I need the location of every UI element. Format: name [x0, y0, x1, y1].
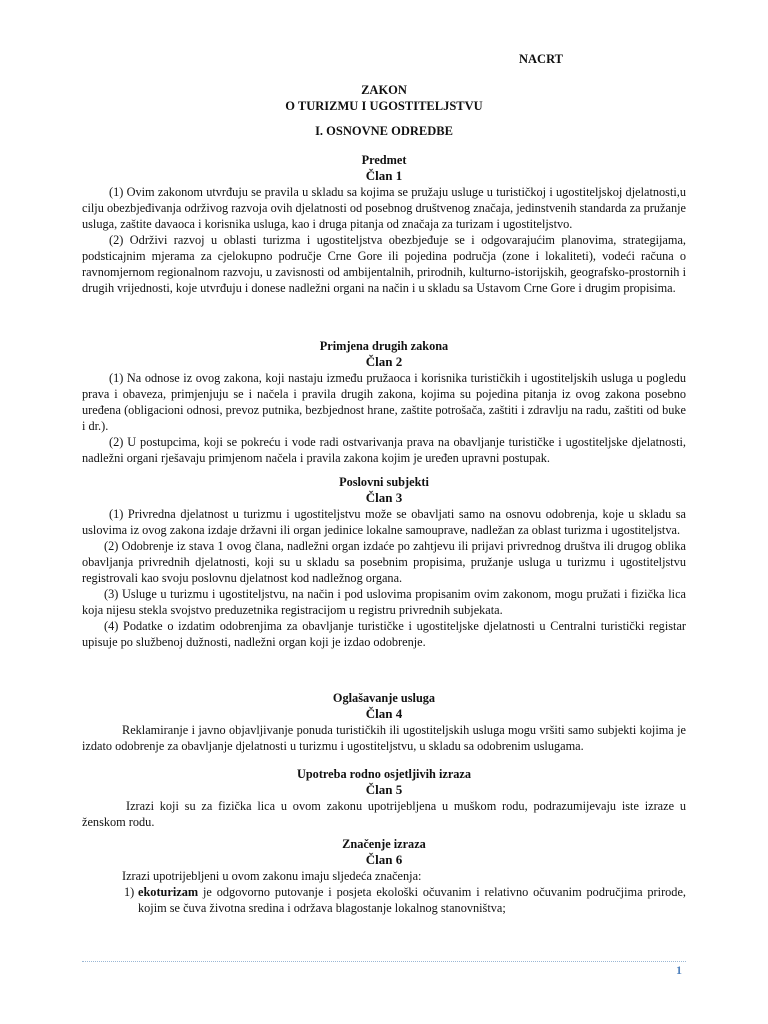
page-number: 1: [676, 963, 682, 977]
list-term: ekoturizam: [138, 885, 199, 899]
section-heading: Značenje izraza: [342, 837, 426, 851]
paragraph: (1) Ovim zakonom utvrđuju se pravila u skladu sa kojima se pružaju usluge u turističkoj i ugostiteljskoj djelatnosti,u cilju obezbjeđivanja održivog razvoja ovih djelatnosti od posebnog društvenog značaja, jedinstvenih standarda za pružanje usluga, zaštite davaoca i korisnika usluga, kao i druga pitanja od značaja za turizam i ugostiteljstvo.: [82, 185, 686, 231]
paragraph: (3) Usluge u turizmu i ugostiteljstvu, na način i pod uslovima propisanim ovim zakonom, mogu pružati i fizička lica koja nijesu stekla svojstvo preduzetnika registracijom u registru privrednih subjekata.: [82, 587, 686, 617]
paragraph: Izrazi upotrijebljeni u ovom zakonu imaju sljedeća značenja:: [122, 869, 422, 883]
paragraph: Izrazi koji su za fizička lica u ovom zakonu upotrijebljena u muškom rodu, podrazumijevaju iste izraze u ženskom rodu.: [82, 799, 686, 829]
chapter-title: I. OSNOVNE ODREDBE: [315, 124, 453, 138]
draft-label: NACRT: [519, 52, 564, 66]
list-item: [82, 884, 686, 916]
paragraph: (2) Održivi razvoj u oblasti turizma i ugostiteljstva obezbjeđuje se i odgovarajućim planovima, strategijama, podsticajnim mjerama za cjelokupno područje Crne Gore ili pojedina područja (zone i lokaliteti), vodeći računa o ravnomjernom regionalnom razvoju, u zavisnosti od ambijentalnih, prirodnih, kulturno-istorijskih, geografsko-prostornih i drugih vrijednosti, koje utvrđuju i donese nadležni organi na način i u skladu sa Ustavom Crne Gore i drugim propisima.: [82, 233, 686, 295]
section-heading: Upotreba rodno osjetljivih izraza: [296, 767, 472, 781]
law-title-line2: O TURIZMU I UGOSTITELJSTVU: [285, 99, 483, 113]
paragraph: (4) Podatke o izdatim odobrenjima za obavljanje turističke i ugostiteljske djelatnosti u Centralni turistički registar upisuje po službenoj dužnosti, nadležni organ koji je izdao odobrenje.: [82, 619, 686, 649]
article-number: Član 6: [365, 852, 403, 867]
list-text: je odgovorno putovanje i posjeta ekološki očuvanim i relativno očuvanim područjima prirode, kojim se čuva životna sredina i održava blagostanje lokalnog stanovništva;: [138, 885, 686, 915]
footer-divider: [82, 961, 686, 962]
paragraph: (2) U postupcima, koji se pokreću i vode radi ostvarivanja prava na obavljanje turističke i ugostiteljske djelatnosti, nadležni organi rješavaju primjenom načela i pravila zakona kojim je uređen upravni postupak.: [82, 435, 686, 465]
section-predmet: [82, 152, 686, 296]
section-heading: Predmet: [361, 153, 407, 167]
article-number: Član 5: [365, 782, 403, 797]
section-rodno-osjetljivi: [82, 766, 686, 830]
article-number: Član 1: [365, 168, 403, 183]
section-oglasavanje: [82, 690, 686, 754]
section-heading: Poslovni subjekti: [339, 475, 429, 489]
section-primjena: [82, 338, 686, 466]
section-poslovni-subjekti: [82, 474, 686, 650]
law-title-line1: ZAKON: [361, 83, 407, 97]
paragraph: Reklamiranje i javno objavljivanje ponuda turističkih ili ugostiteljskih usluga mogu vršiti samo subjekti kojima je izdato odobrenje za obavljanje djelatnosti u turizmu i ugostiteljstvu, u skladu sa odobrenim uslugama.: [82, 723, 686, 753]
article-number: Član 4: [365, 706, 403, 721]
paragraph: (1) Privredna djelatnost u turizmu i ugostiteljstvu može se obavljati samo na osnovu odobrenja, koje u skladu sa uslovima iz ovog zakona izdaje državni ili organ jedinice lokalne samouprave, nadležan za oblast turizma i ugostiteljstva.: [82, 507, 686, 537]
law-title: [82, 82, 686, 114]
section-znacenje-izraza: [82, 836, 686, 916]
section-heading: Primjena drugih zakona: [319, 339, 449, 353]
paragraph: (1) Na odnose iz ovog zakona, koji nastaju između pružaoca i korisnika turističkih i ugostiteljskih usluga u pogledu prava i obaveza, primjenjuju se i načela i pravila drugih zakona, kojima su pojedina pitanja iz ovog zakona posebno uređena (obligacioni odnosi, prevoz putnika, bezbjednost hrane, zaštite potrošača, zaštiti i zdravlju na radu, zaštiti od buke i dr.).: [82, 371, 686, 433]
list-number: 1): [124, 885, 135, 899]
paragraph: (2) Odobrenje iz stava 1 ovog člana, nadležni organ izdaće po zahtjevu ili prijavi privrednog društva ili drugog oblika obavljanja privrednih djelatnosti, koji su u skladu sa posebnim propisima, pružanje usluga u turizmu i ugostiteljstvu registrovali kao svoju poslovnu djelatnost kod nadležnog organa.: [82, 539, 686, 585]
article-number: Član 2: [365, 354, 403, 369]
article-number: Član 3: [365, 490, 403, 505]
section-heading: Oglašavanje usluga: [332, 691, 436, 705]
